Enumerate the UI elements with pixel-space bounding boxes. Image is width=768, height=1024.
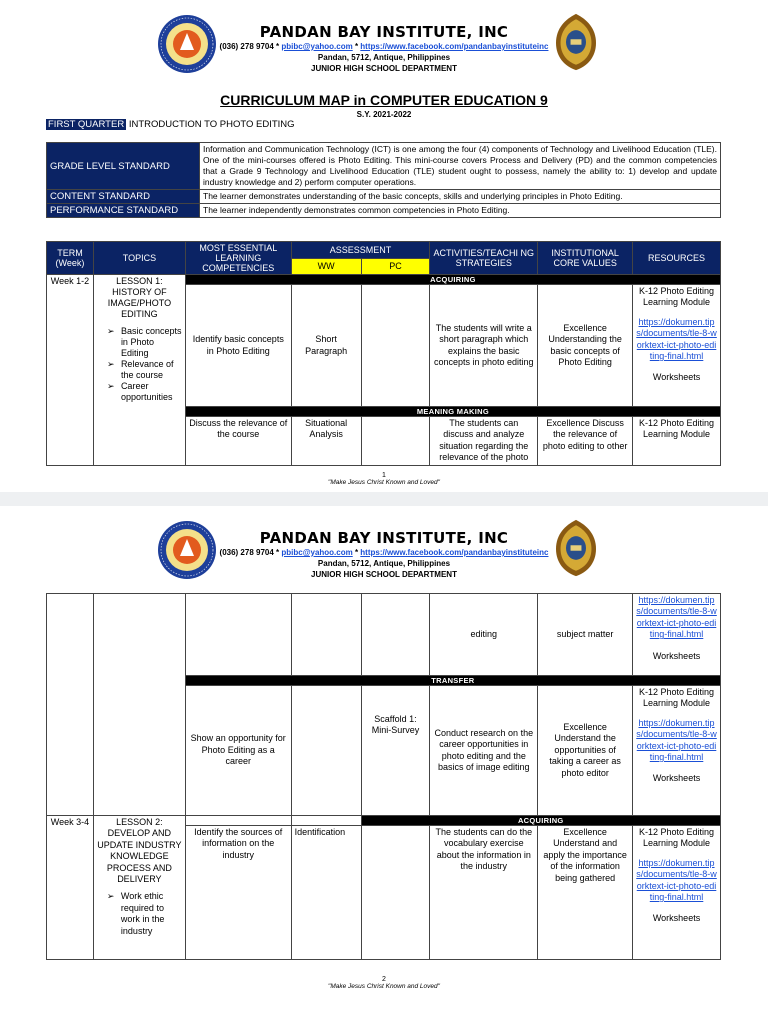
term-cell: Week 1-2 bbox=[47, 275, 94, 466]
standard-text: The learner independently demonstrates common competencies in Photo Editing. bbox=[200, 204, 721, 218]
topic-list bbox=[97, 891, 182, 937]
topic-cell bbox=[93, 275, 185, 466]
page-footer bbox=[0, 976, 768, 990]
page-footer bbox=[0, 472, 768, 486]
document-page-1 bbox=[0, 0, 768, 492]
mel-cell: Discuss the relevance of the course bbox=[185, 417, 291, 466]
phase-meaning-making: MEANING MAKING bbox=[185, 407, 720, 417]
quarter-title: INTRODUCTION TO PHOTO EDITING bbox=[128, 119, 295, 130]
contact-line: (036) 278 9704 * pbibc@yahoo.com * https://www.facebook.com/pandanbayinstituteinc bbox=[219, 548, 549, 557]
contact-line: (036) 278 9704 * pbibc@yahoo.com * https://www.facebook.com/pandanbayinstituteinc bbox=[219, 42, 549, 51]
resource-extra: Worksheets bbox=[652, 773, 701, 784]
values-cell: Excellence Understanding the basic concepts of Photo Editing bbox=[538, 285, 633, 407]
topic-cell bbox=[93, 816, 185, 960]
ww-cell bbox=[291, 686, 361, 816]
resource-title: K-12 Photo Editing Learning Module bbox=[639, 286, 715, 308]
address: Pandan, 5712, Antique, Philippines bbox=[317, 53, 451, 62]
mel-cell bbox=[185, 594, 291, 676]
quarter-tag: FIRST QUARTER bbox=[48, 119, 125, 130]
standard-label: PERFORMANCE STANDARD bbox=[47, 204, 200, 218]
pc-cell bbox=[361, 594, 430, 676]
resource-extra: Worksheets bbox=[652, 650, 701, 661]
col-values: INSTITUTIONAL CORE VALUES bbox=[538, 242, 633, 275]
quarter-line bbox=[46, 119, 295, 130]
page-number: 2 bbox=[382, 976, 386, 983]
resources-cell bbox=[633, 594, 721, 676]
phase-row bbox=[47, 275, 721, 285]
email-link[interactable]: pbibc@yahoo.com bbox=[281, 548, 353, 557]
col-ww: WW bbox=[291, 258, 361, 275]
pc-cell bbox=[361, 826, 430, 960]
standard-row bbox=[47, 143, 721, 190]
resource-title: K-12 Photo Editing Learning Module bbox=[639, 687, 715, 709]
activity-cell: editing bbox=[430, 594, 538, 676]
resource-link[interactable]: https://dokumen.tips/documents/tle-8-worktext-ict-photo-editing-final.html bbox=[636, 595, 717, 640]
letterhead bbox=[180, 23, 588, 74]
mel-cell: Show an opportunity for Photo Editing as a career bbox=[185, 686, 291, 816]
values-cell: Excellence Discuss the relevance of photo editing to other bbox=[538, 417, 633, 466]
ww-cell: Identification bbox=[291, 826, 361, 960]
standard-label: CONTENT STANDARD bbox=[47, 190, 200, 204]
motto: "Make Jesus Christ Known and Loved" bbox=[328, 479, 440, 486]
activity-cell: The students will write a short paragraph which explains the basic concepts in photo editing bbox=[430, 285, 538, 407]
term-cell bbox=[47, 594, 94, 816]
activity-cell: Conduct research on the career opportunities in photo editing and the basics of image editing bbox=[430, 686, 538, 816]
standards-table bbox=[46, 142, 721, 218]
mel-cell: Identify the sources of information on the industry bbox=[185, 826, 291, 960]
facebook-link[interactable]: https://www.facebook.com/pandanbayinstituteinc bbox=[360, 548, 549, 557]
institution-name: PANDAN BAY INSTITUTE, INC bbox=[259, 529, 509, 547]
topic-cell bbox=[93, 594, 185, 816]
values-cell: Excellence Understand the opportunities of taking a career as photo editor bbox=[538, 686, 633, 816]
motto: "Make Jesus Christ Known and Loved" bbox=[328, 983, 440, 990]
standard-label: GRADE LEVEL STANDARD bbox=[47, 143, 200, 190]
department: JUNIOR HIGH SCHOOL DEPARTMENT bbox=[311, 64, 457, 73]
resources-cell bbox=[633, 285, 721, 407]
phase-spacer bbox=[185, 816, 291, 826]
pc-cell: Scaffold 1: Mini-Survey bbox=[361, 686, 430, 816]
resource-title: K-12 Photo Editing Learning Module bbox=[639, 827, 715, 849]
col-topics: TOPICS bbox=[93, 242, 185, 275]
values-cell: subject matter bbox=[538, 594, 633, 676]
phase-acquiring: ACQUIRING bbox=[361, 816, 720, 826]
topic-title: LESSON 2: DEVELOP AND UPDATE INDUSTRY KNOWLEDGE PROCESS AND DELIVERY bbox=[97, 817, 182, 885]
col-activities: ACTIVITIES/TEACHI NG STRATEGIES bbox=[430, 242, 538, 275]
page-gap bbox=[0, 492, 768, 506]
ww-cell bbox=[291, 594, 361, 676]
facebook-link[interactable]: https://www.facebook.com/pandanbayinstituteinc bbox=[360, 42, 549, 51]
curriculum-table-page-2 bbox=[46, 593, 721, 960]
email-link[interactable]: pbibc@yahoo.com bbox=[281, 42, 353, 51]
pc-cell bbox=[361, 417, 430, 466]
document-page-2 bbox=[0, 506, 768, 1024]
activity-cell: The students can discuss and analyze situation regarding the relevance of the photo bbox=[430, 417, 538, 466]
standard-text: Information and Communication Technology (ICT) is one among the four (4) components of Technology and Livelihood Education (TLE). One of the mini-courses offered is Photo Editing. This mini-course covers Process and Delivery (PD) and the common competencies that a Grade 9 Technology and Livelihood Education (TLE) student ought to possess, namely the ability to: 1) develop and update industry knowledge and 2) perform computer operations. bbox=[200, 143, 721, 190]
institution-name: PANDAN BAY INSTITUTE, INC bbox=[259, 23, 509, 41]
resource-link[interactable]: https://dokumen.tips/documents/tle-8-worktext-ict-photo-editing-final.html bbox=[636, 857, 717, 903]
phase-spacer bbox=[291, 816, 361, 826]
curriculum-table-page-1 bbox=[46, 241, 721, 466]
col-pc: PC bbox=[361, 258, 430, 275]
activity-cell: The students can do the vocabulary exercise about the information in the industry bbox=[430, 826, 538, 960]
school-year: S.Y. 2021-2022 bbox=[356, 110, 412, 119]
topic-title: LESSON 1: HISTORY OF IMAGE/PHOTO EDITING bbox=[107, 276, 172, 319]
topic-list bbox=[97, 326, 182, 403]
ww-cell: Situational Analysis bbox=[291, 417, 361, 466]
header-row bbox=[47, 242, 721, 259]
topic-item: ➢ Basic concepts in Photo Editing bbox=[111, 326, 182, 359]
col-term: TERM (Week) bbox=[47, 242, 94, 275]
term-cell: Week 3-4 bbox=[47, 816, 94, 960]
resource-extra: Worksheets bbox=[652, 372, 701, 383]
phase-transfer: TRANSFER bbox=[185, 676, 720, 686]
mel-cell: Identify basic concepts in Photo Editing bbox=[185, 285, 291, 407]
table-row bbox=[47, 594, 721, 676]
resources-cell bbox=[633, 826, 721, 960]
col-assessment: ASSESSMENT bbox=[291, 242, 430, 259]
page-number: 1 bbox=[382, 472, 386, 479]
phase-row bbox=[47, 816, 721, 826]
resources-cell: K-12 Photo Editing Learning Module bbox=[633, 417, 721, 466]
topic-item: ➢ Work ethic required to work in the industry bbox=[111, 891, 182, 937]
standard-text: The learner demonstrates understanding of the basic concepts, skills and underlying principles in Photo Editing. bbox=[200, 190, 721, 204]
letterhead bbox=[180, 529, 588, 580]
pc-cell bbox=[361, 285, 430, 407]
col-mel: MOST ESSENTIAL LEARNING COMPETENCIES bbox=[185, 242, 291, 275]
address: Pandan, 5712, Antique, Philippines bbox=[317, 559, 451, 568]
resource-link[interactable]: https://dokumen.tips/documents/tle-8-worktext-ict-photo-editing-final.html bbox=[636, 316, 717, 362]
resource-link[interactable]: https://dokumen.tips/documents/tle-8-worktext-ict-photo-editing-final.html bbox=[636, 717, 717, 763]
standard-row bbox=[47, 204, 721, 218]
topic-item: ➢ Relevance of the course bbox=[111, 359, 182, 381]
document-title: CURRICULUM MAP in COMPUTER EDUCATION 9 bbox=[220, 92, 548, 108]
standard-row bbox=[47, 190, 721, 204]
department: JUNIOR HIGH SCHOOL DEPARTMENT bbox=[311, 570, 457, 579]
resources-cell bbox=[633, 686, 721, 816]
phase-acquiring: ACQUIRING bbox=[185, 275, 720, 285]
resource-extra: Worksheets bbox=[652, 913, 701, 924]
col-resources: RESOURCES bbox=[633, 242, 721, 275]
values-cell: Excellence Understand and apply the importance of the information being gathered bbox=[538, 826, 633, 960]
ww-cell: Short Paragraph bbox=[291, 285, 361, 407]
topic-item: ➢ Career opportunities bbox=[111, 381, 182, 403]
